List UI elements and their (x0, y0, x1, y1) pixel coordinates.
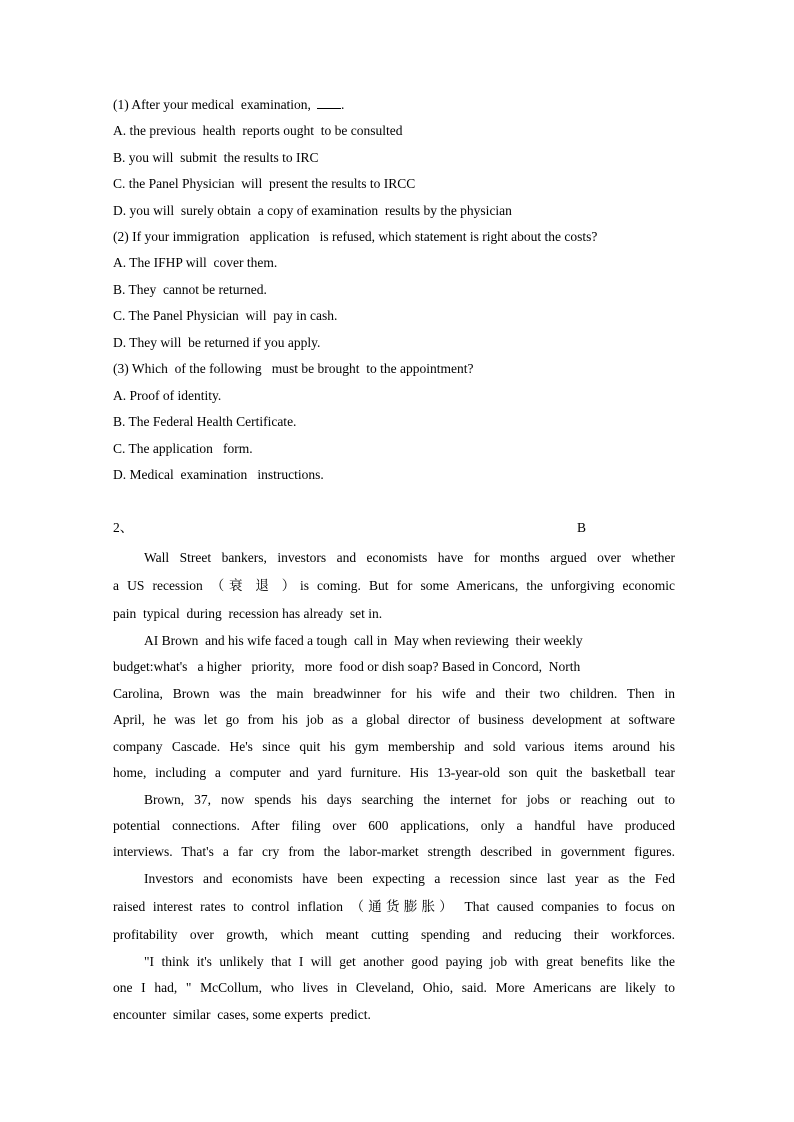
question-1-option-c: C. the Panel Physician will present the results to IRCC (113, 176, 416, 191)
question-2-option-c: C. The Panel Physician will pay in cash. (113, 308, 338, 323)
passage-line: home, including a computer and yard furniture. His 13-year-old son quit the basketball tear (113, 765, 675, 780)
question-1-stem: (1) After your medical examination, (113, 97, 311, 112)
passage-line: AI Brown and his wife faced a tough call in May when reviewing their weekly (144, 633, 583, 648)
passage-line: encounter similar cases, some experts predict. (113, 1007, 371, 1022)
passage-line: a US recession （衰 退 ）is coming. But for some Americans, the unforgiving economic (113, 578, 675, 593)
section-letter: B (577, 520, 587, 535)
question-1-option-a: A. the previous health reports ought to be consulted (113, 123, 403, 138)
question-3-option-a: A. Proof of identity. (113, 388, 222, 403)
question-2-option-a: A. The IFHP will cover them. (113, 255, 278, 270)
question-1-stem-line: (1) After your medical examination, . (113, 97, 345, 112)
question-2-option-d: D. They will be returned if you apply. (113, 335, 321, 350)
question-1-option-b: B. you will submit the results to IRC (113, 150, 319, 165)
question-3-option-b: B. The Federal Health Certificate. (113, 414, 297, 429)
section-number: 2、 (113, 520, 134, 535)
passage-line: pain typical during recession has already set in. (113, 606, 383, 621)
question-3-stem: (3) Which of the following must be brought to the appointment? (113, 361, 474, 376)
passage-line: raised interest rates to control inflation （通货膨胀） That caused companies to focus on (113, 899, 675, 914)
passage-line: Investors and economists have been expecting a recession since last year as the Fed (144, 871, 675, 886)
passage-line: April, he was let go from his job as a global director of business development at software (113, 712, 675, 727)
question-2-option-b: B. They cannot be returned. (113, 282, 267, 297)
passage-line: one I had, " McCollum, who lives in Cleveland, Ohio, said. More Americans are likely to (113, 980, 675, 995)
passage-line: Carolina, Brown was the main breadwinner for his wife and their two children. Then in (113, 686, 675, 701)
question-3-option-c: C. The application form. (113, 441, 253, 456)
answer-blank (317, 96, 341, 109)
passage-line: Wall Street bankers, investors and economists have for months argued over whether (144, 550, 675, 565)
passage-line: Brown, 37, now spends his days searching the internet for jobs or reaching out to (144, 792, 675, 807)
passage-line: potential connections. After filing over 600 applications, only a handful have produced (113, 818, 675, 833)
passage-line: profitability over growth, which meant cutting spending and reducing their workforces. (113, 927, 675, 942)
passage-line: interviews. That's a far cry from the labor-market strength described in government figures. (113, 844, 675, 859)
question-2-stem: (2) If your immigration application is refused, which statement is right about the costs? (113, 229, 598, 244)
question-3-option-d: D. Medical examination instructions. (113, 467, 324, 482)
question-1-option-d: D. you will surely obtain a copy of examination results by the physician (113, 203, 512, 218)
passage-line: company Cascade. He's since quit his gym membership and sold various items around his (113, 739, 675, 754)
passage-line: budget:what's a higher priority, more food or dish soap? Based in Concord, North (113, 659, 581, 674)
passage-line: "I think it's unlikely that I will get another good paying job with great benefits like the (144, 954, 675, 969)
